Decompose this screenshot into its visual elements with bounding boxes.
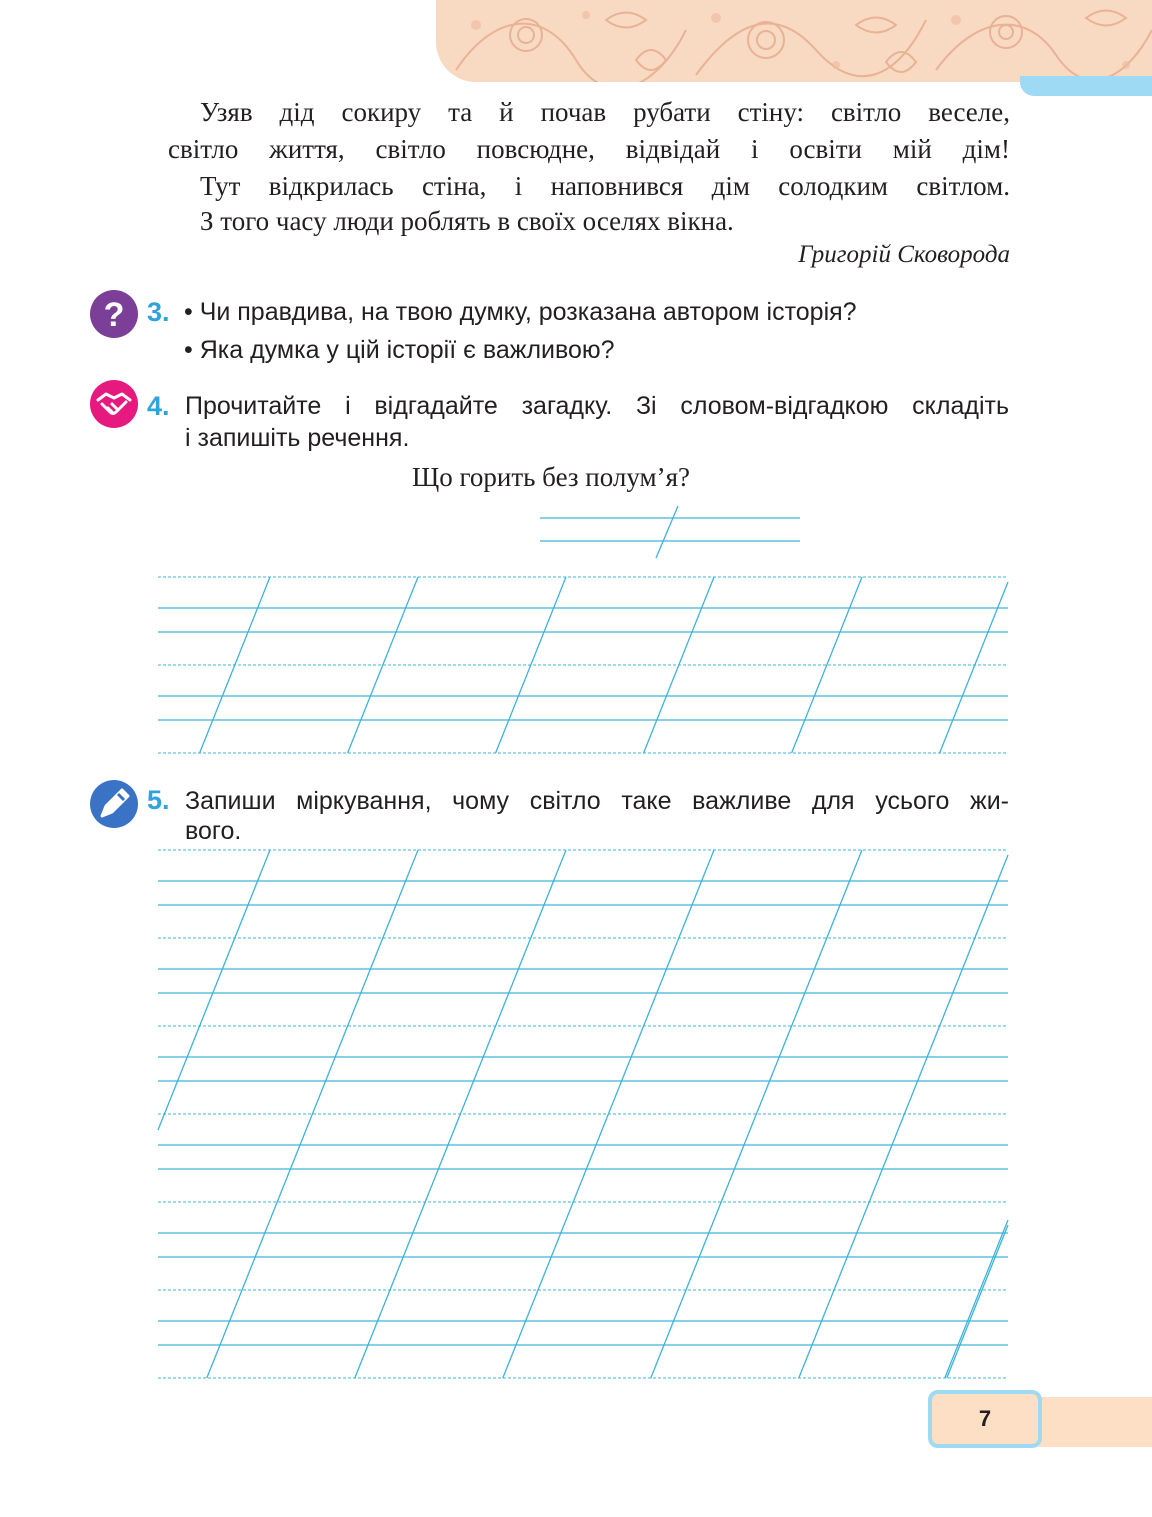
task-instruction: Запиши міркування, чому світло таке важливе для усього жи-	[185, 787, 1009, 815]
story-line: Тут відкрилась стіна, і наповнився дім солодким світлом.	[200, 171, 1010, 201]
page-tab	[1038, 1397, 1152, 1447]
task-number: 4.	[147, 391, 170, 421]
task-question: • Яка думка у цій історії є важливою?	[184, 336, 615, 364]
svg-text:?: ?	[103, 296, 125, 334]
ruling-slant-line	[947, 1225, 1008, 1378]
task-question: • Чи правдива, на твою думку, розказана автором історія?	[184, 298, 857, 326]
task-instruction: Прочитайте і відгадайте загадку. Зі словом-відгадкою складіть	[185, 392, 1009, 420]
story-line: світло життя, світло повсюдне, відвідай і освіти мій дім!	[168, 134, 1010, 164]
story-line: З того часу люди роблять в своїх оселях вікна.	[200, 206, 734, 236]
task-number: 3.	[147, 297, 170, 327]
story-line: Узяв дід сокиру та й почав рубати стіну: світло веселе,	[200, 97, 1010, 127]
ruling-slant-line	[792, 577, 862, 753]
ruling-slant-line	[656, 506, 678, 558]
page-number: 7	[928, 1390, 1042, 1448]
task-instruction: вого.	[185, 817, 242, 845]
riddle-text: Що горить без полум’я?	[411, 462, 690, 492]
ruling-slant-line	[945, 1220, 1008, 1378]
task-instruction: і запишіть речення.	[185, 424, 410, 452]
ruling-slant-line	[158, 850, 270, 1130]
story-author: Григорій Сковорода	[798, 241, 1010, 268]
task-number: 5.	[147, 785, 170, 815]
